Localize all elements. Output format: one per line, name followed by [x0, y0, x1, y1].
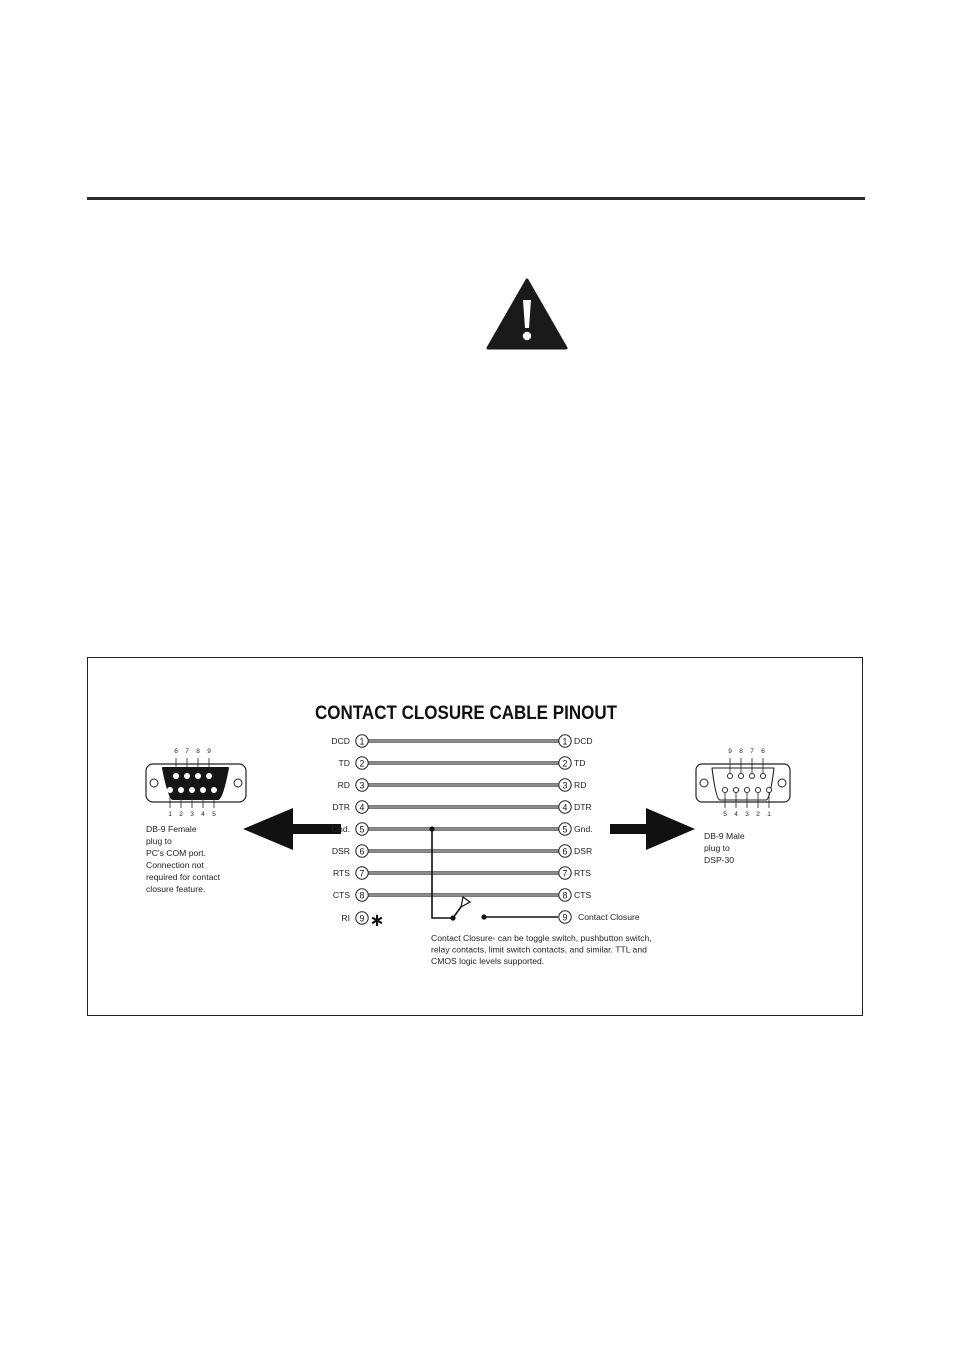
caption-line: plug to: [704, 843, 730, 853]
left-signal-label: CTS: [332, 890, 350, 900]
female-socket: [211, 787, 217, 793]
caption-line: Connection not: [146, 860, 204, 870]
left-signal-label: DCD: [331, 736, 350, 746]
left-pin-number: 8: [359, 890, 365, 901]
right-pin-number: 6: [562, 846, 568, 857]
female-socket: [173, 773, 179, 779]
pin-number: 9: [207, 748, 211, 755]
female-socket: [200, 787, 206, 793]
pin-number: 2: [756, 811, 760, 818]
pin-number: 8: [739, 748, 743, 755]
male-pin: [727, 773, 732, 778]
pin-number: 3: [190, 811, 194, 818]
left-signal-label: RD: [337, 780, 350, 790]
right-signal-label: RTS: [574, 868, 592, 878]
left-signal-label: DSR: [331, 846, 350, 856]
pin-row: [339, 757, 586, 769]
closure-pin-number: 9: [562, 912, 568, 923]
caption-line: DB-9 Male: [704, 831, 745, 841]
contact-closure-note: [431, 933, 652, 966]
left-signal-label: Gnd.: [331, 824, 350, 834]
caption-line: DB-9 Female: [146, 824, 197, 834]
ri-not-connected-mark: ∗: [369, 910, 385, 931]
caption-line: PC's COM port.: [146, 848, 206, 858]
male-pin: [760, 773, 765, 778]
left-signal-label: DTR: [332, 802, 350, 812]
male-bottom-pin-numbers: [723, 811, 771, 818]
pin-number: 2: [179, 811, 183, 818]
caption-line: required for contact: [146, 872, 221, 882]
right-pin-number: 5: [562, 824, 568, 835]
male-pin: [755, 787, 760, 792]
ri-pin-number: 9: [359, 913, 365, 924]
female-socket: [195, 773, 201, 779]
pin-number: 5: [723, 811, 727, 818]
right-arrow-icon: [610, 808, 695, 850]
pin-number: 7: [750, 748, 754, 755]
left-pin-number: 5: [359, 824, 365, 835]
pin-number: 6: [761, 748, 765, 755]
diagram-title: CONTACT CLOSURE CABLE PINOUT: [315, 703, 618, 724]
left-pin-number: 6: [359, 846, 365, 857]
right-pin-number: 2: [562, 758, 568, 769]
ri-label: RI: [341, 913, 350, 923]
right-pin-number: 3: [562, 780, 568, 791]
male-connector-caption: [704, 831, 745, 865]
pin-number: 1: [767, 811, 771, 818]
female-socket: [184, 773, 190, 779]
female-socket: [189, 787, 195, 793]
right-signal-label: DTR: [574, 802, 592, 812]
female-socket: [178, 787, 184, 793]
pin-row: [333, 867, 591, 879]
female-top-pin-numbers: [174, 748, 211, 755]
right-pin-number: 1: [562, 736, 568, 747]
left-pin-number: 2: [359, 758, 365, 769]
pin-number: 8: [196, 748, 200, 755]
left-pin-number: 1: [359, 736, 365, 747]
male-pin: [722, 787, 727, 792]
right-pin-number: 4: [562, 802, 568, 813]
left-pin-number: 4: [359, 802, 365, 813]
right-signal-label: DCD: [574, 736, 593, 746]
pin-number: 3: [745, 811, 749, 818]
pin-number: 4: [734, 811, 738, 818]
caption-line: closure feature.: [146, 884, 206, 894]
right-signal-label: DSR: [574, 846, 593, 856]
left-signal-label: TD: [338, 758, 350, 768]
pin-number: 1: [168, 811, 172, 818]
female-socket: [206, 773, 212, 779]
pin-number: 4: [201, 811, 205, 818]
pin-wire-rows: [331, 735, 592, 901]
pin-number: 7: [185, 748, 189, 755]
female-socket: [167, 787, 173, 793]
pin-row: [331, 735, 592, 747]
caption-line: DSP-30: [704, 855, 735, 865]
left-pin-number: 7: [359, 868, 365, 879]
pin-row: [331, 823, 592, 835]
right-pin-number: 8: [562, 890, 568, 901]
caption-line: Contact Closure- can be toggle switch, pushbutton switch,: [431, 933, 652, 943]
male-pin: [766, 787, 771, 792]
pin-number: 9: [728, 748, 732, 755]
left-arrow-icon: [243, 808, 341, 850]
female-connector-caption: [146, 824, 221, 894]
caption-line: relay contacts, limit switch contacts, and similar. TTL and: [431, 944, 647, 955]
left-signal-label: RTS: [332, 868, 350, 878]
male-top-pin-numbers: [728, 748, 765, 755]
female-bottom-pin-numbers: [168, 811, 216, 818]
pin-number: 5: [212, 811, 216, 818]
right-signal-label: CTS: [574, 890, 592, 900]
right-pin-number: 7: [562, 868, 568, 879]
db9-female-connector: [146, 748, 246, 818]
male-pin: [749, 773, 754, 778]
pin-number: 6: [174, 748, 178, 755]
male-pin: [733, 787, 738, 792]
closure-label: Contact Closure: [578, 912, 640, 922]
left-pin-number: 3: [359, 780, 365, 791]
db9-male-connector: [696, 748, 790, 818]
male-pin: [744, 787, 749, 792]
right-signal-label: Gnd.: [574, 824, 593, 834]
right-signal-label: RD: [574, 780, 587, 790]
pin-row: [338, 779, 587, 791]
pin-row: [332, 801, 591, 813]
caption-line: CMOS logic levels supported.: [431, 956, 545, 966]
pin-row: [332, 845, 592, 857]
male-pin: [738, 773, 743, 778]
right-signal-label: TD: [574, 758, 586, 768]
caption-line: plug to: [146, 836, 172, 846]
